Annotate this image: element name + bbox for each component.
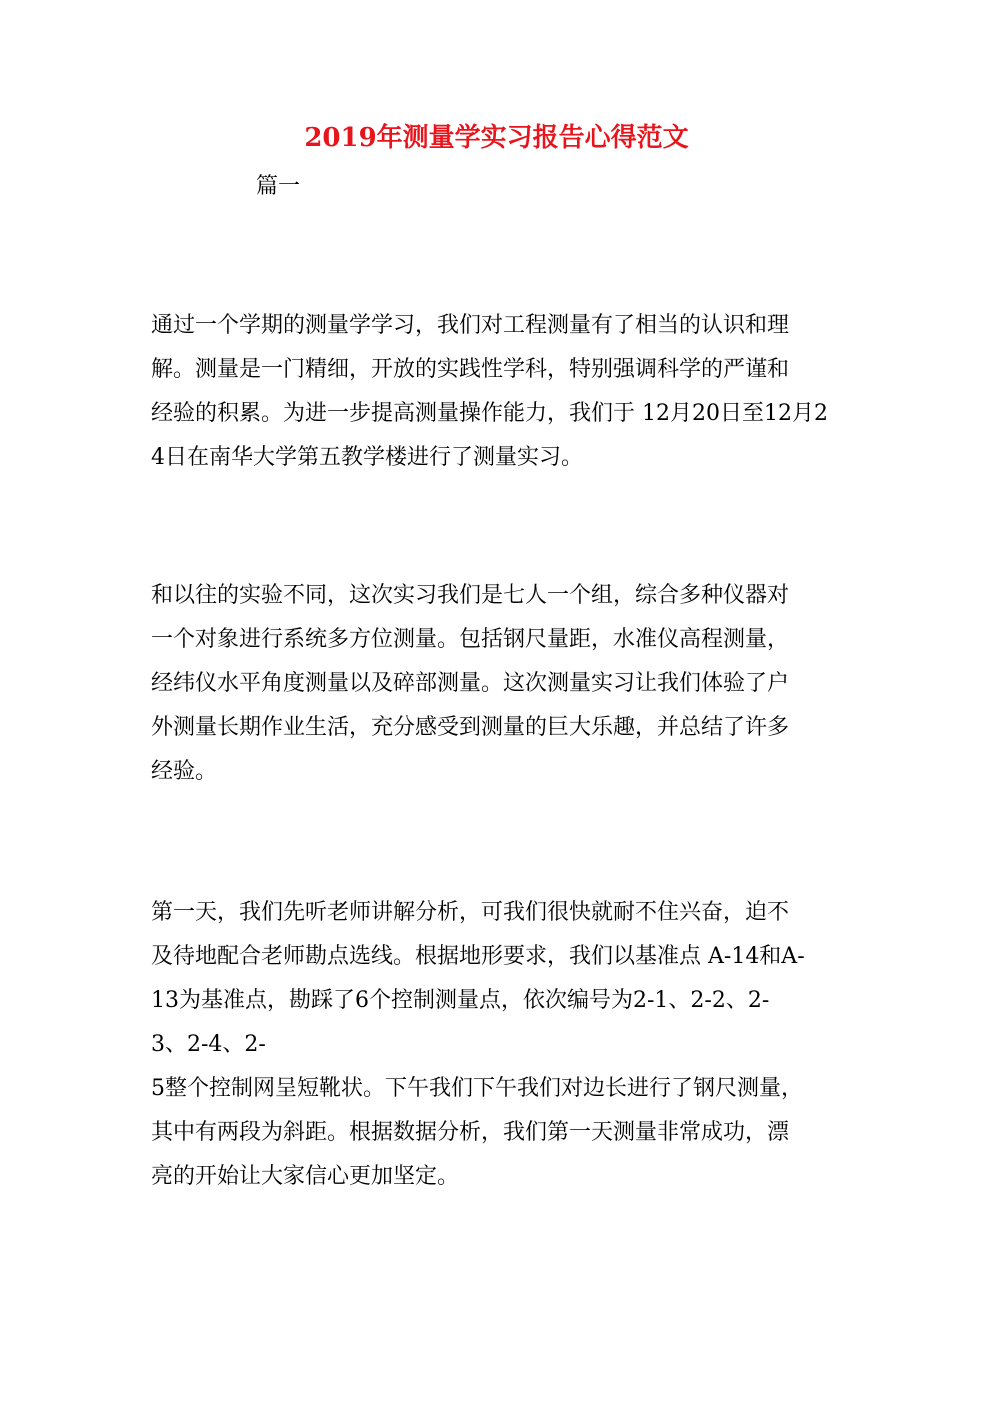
paragraph-line: 通过一个学期的测量学学习，我们对工程测量有了相当的认识和理 — [151, 313, 790, 338]
section-label: 篇一 — [256, 174, 301, 199]
paragraph-line: 一个对象进行系统多方位测量。包括钢尺量距，水准仪高程测量， — [151, 627, 790, 652]
paragraph-line: 亮的开始让大家信心更加坚定。 — [151, 1164, 460, 1189]
paragraph-line: 其中有两段为斜距。根据数据分析，我们第一天测量非常成功，漂 — [151, 1120, 790, 1145]
paragraph-line: 解。测量是一门精细，开放的实践性学科，特别强调科学的严谨和 — [151, 357, 790, 382]
paragraph-line: 外测量长期作业生活，充分感受到测量的巨大乐趣，并总结了许多 — [151, 715, 790, 740]
page-title: 2019年测量学实习报告心得范文 — [304, 123, 689, 153]
paragraph-line: 第一天，我们先听老师讲解分析，可我们很快就耐不住兴奋，迫不 — [151, 900, 790, 925]
paragraph-line: 和以往的实验不同，这次实习我们是七人一个组，综合多种仪器对 — [151, 583, 790, 608]
paragraph-3 — [151, 891, 841, 1199]
paragraph-line: 4日在南华大学第五教学楼进行了测量实习。 — [151, 445, 583, 470]
paragraph-line: 经纬仪水平角度测量以及碎部测量。这次测量实习让我们体验了户 — [151, 671, 790, 696]
paragraph-line: 及待地配合老师勘点选线。根据地形要求，我们以基准点 A-14和A- — [151, 944, 805, 969]
paragraph-line: 经验。 — [151, 759, 218, 784]
paragraph-line: 5整个控制网呈短靴状。下午我们下午我们对边长进行了钢尺测量， — [151, 1076, 803, 1101]
paragraph-line: 13为基准点，勘踩了6个控制测量点，依次编号为2-1、2-2、2- — [151, 988, 770, 1013]
paragraph-line: 3、2-4、2- — [151, 1032, 266, 1057]
paragraph-2 — [151, 574, 841, 794]
paragraph-1 — [151, 304, 841, 480]
paragraph-line: 经验的积累。为进一步提高测量操作能力，我们于 12月20日至12月2 — [151, 401, 828, 426]
